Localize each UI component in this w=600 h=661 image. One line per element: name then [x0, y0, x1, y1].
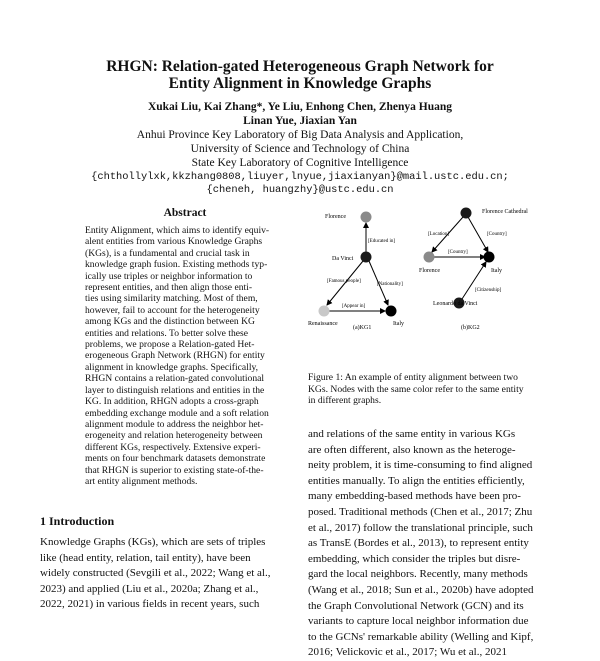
- kg2-label-cathedral: [482, 209, 528, 215]
- kg2-edge: [468, 217, 488, 252]
- kg2-edge-label: [Citizenship]: [475, 288, 502, 293]
- abstract-line: KG. In addition, RHGN adopts a cross-graph: [85, 396, 259, 408]
- right-column-body: [308, 427, 563, 661]
- title-line-2: Entity Alignment in Knowledge Graphs: [168, 75, 432, 92]
- kg2-node-italy: [484, 252, 495, 263]
- abstract-line: ties using similarity matching. Most of them,: [85, 293, 258, 305]
- abstract-line: ments on four benchmark datasets demonstrate: [85, 453, 266, 465]
- body-line: gard the local neighbors. Recently, many methods: [308, 568, 528, 581]
- body-line: neity problem, it is time-consuming to find aligned: [308, 459, 533, 472]
- kg1-node-renaissance: [319, 306, 330, 317]
- abstract-line: erogeneous Graph Network (RHGN) for entity: [85, 350, 265, 362]
- abstract-line: art entity alignment methods.: [85, 475, 198, 487]
- abstract-line: Entity Alignment, which aims to identify equiv-: [85, 225, 270, 236]
- body-line: and relations of the same entity in various KGs: [308, 428, 516, 440]
- body-line: the Graph Convolutional Network (GCN) and its: [308, 599, 524, 612]
- body-line: to the GCNs' remarkable ability (Welling and Kipf,: [308, 630, 534, 643]
- kg1-edge-label: [Famous people]: [327, 279, 361, 284]
- abstract-line: alignment in knowledge graphs. Specifically,: [85, 361, 259, 373]
- kg2-edge-label: [Country]: [487, 232, 507, 237]
- body-line: variants to capture local neighbor information due: [308, 615, 529, 628]
- abstract-line: (KGs), is a fundamental and crucial task in: [85, 247, 250, 259]
- abstract-line: ically use triples or neighbor information to: [85, 270, 253, 282]
- intro-line: 2023) and applied (Liu et al., 2020a; Zhang et al.,: [40, 582, 259, 595]
- body-line: many embedding-based methods have been pro-: [308, 490, 521, 503]
- authors-line-1: Xukai Liu, Kai Zhang*, Ye Liu, Enhong Chen, Zhenya Huang: [147, 101, 453, 113]
- abstract-line: however, fail to account for the heterogeneity: [85, 304, 260, 316]
- affiliation-3: State Key Laboratory of Cognitive Intelligence: [191, 157, 409, 169]
- affiliation-1: Anhui Province Key Laboratory of Big Data Analysis and Application,: [136, 129, 464, 141]
- abstract-body: [85, 225, 283, 487]
- kg1-label-italy: Italy: [393, 321, 404, 327]
- body-line: posed. Traditional methods (Chen et al., 2017; Zhu: [308, 505, 533, 518]
- paper-title: [0, 58, 600, 92]
- abstract-heading: Abstract: [163, 207, 207, 219]
- kg2-caption: (b)KG2: [461, 325, 480, 331]
- body-line: entities manually. To align the entities efficiently,: [308, 474, 525, 487]
- kg2-node-cathedral: [461, 208, 472, 219]
- kg1-node-florence: [361, 212, 372, 223]
- authors-line-2: Linan Yue, Jiaxian Yan: [243, 115, 357, 127]
- body-line: as TransE (Bordes et al., 2013), to represent entity: [308, 537, 529, 550]
- abstract-line: represent entities, and then align those enti-: [85, 282, 253, 294]
- email-line-2: {cheneh, huangzhy}@ustc.edu.cn: [206, 184, 394, 196]
- abstract-line: embedding exchange module and a soft relation: [85, 407, 269, 419]
- body-line: embedding, which consider the triples but disre-: [308, 552, 521, 565]
- intro-line: like (head entity, relation, tail entity), have been: [40, 551, 251, 564]
- abstract-line: different KGs, respectively. Extensive experi-: [85, 441, 261, 453]
- kg2-label-italy: Italy: [491, 268, 502, 274]
- kg2-node-florence: [424, 252, 435, 263]
- abstract-line: problems, we propose a Relation-gated Het-: [85, 339, 255, 351]
- body-line: are often different, also known as the heteroge-: [308, 443, 516, 456]
- figure-caption: [308, 372, 563, 407]
- abstract-line: entities and relations. To better solve these: [85, 327, 248, 339]
- kg2-label-florence: Florence: [419, 268, 440, 274]
- abstract-line: layer to distinguish relations and entities in the: [85, 384, 265, 396]
- kg1-node-italy: [386, 306, 397, 317]
- email-line-1: {chthollylxk,kkzhang0808,liuyer,lnyue,jiaxianyan}@mail.ustc.edu.cn;: [91, 171, 509, 183]
- kg1-caption: (a)KG1: [353, 325, 372, 331]
- section-heading: 1 Introduction: [40, 514, 115, 528]
- intro-line: 2022, 2021) in various fields in recent years, such: [40, 598, 260, 611]
- body-line: 2016; Velickovic et al., 2017; Wu et al., 2021: [308, 646, 507, 659]
- caption-line: Figure 1: An example of entity alignment between two: [308, 372, 518, 383]
- figure-1: [305, 205, 567, 335]
- caption-line: in different graphs.: [308, 395, 382, 407]
- kg2-edge-label: [Location]: [428, 232, 450, 237]
- kg1-label-davinci: Da Vinci: [332, 256, 354, 262]
- body-line: (Wang et al., 2018; Sun et al., 2020b) have adopted: [308, 583, 534, 596]
- kg1-edge-label: [Educated in]: [368, 239, 396, 244]
- kg2-label-leonardo: Leonardo da Vinci: [433, 301, 478, 307]
- caption-line: KGs. Nodes with the same color refer to the same entity: [308, 383, 524, 395]
- kg1-node-davinci: [361, 252, 372, 263]
- kg1-edge-label: [Nationality]: [377, 282, 403, 287]
- abstract-line: among KGs and the distinction between KG: [85, 316, 255, 328]
- body-line: et al., 2017) follow the translational principle, such: [308, 521, 533, 534]
- abstract-line: that RHGN is superior to existing state-of-the-: [85, 464, 264, 476]
- kg1-label-florence: Florence: [325, 214, 346, 220]
- abstract-line: knowledge graph fusion. Existing methods typ-: [85, 259, 268, 271]
- kg2-edge-label: [Country]: [448, 250, 468, 255]
- kg1-label-renaissance: Renaissance: [308, 321, 338, 327]
- title-line-1: RHGN: Relation-gated Heterogeneous Graph Network for: [106, 58, 494, 75]
- intro-line: widely constructed (Sevgili et al., 2022; Wang et al.,: [40, 567, 271, 580]
- abstract-line: alignment module to address the neighbor het-: [85, 418, 264, 430]
- intro-line: Knowledge Graphs (KGs), which are sets of triples: [40, 536, 266, 548]
- abstract-line: alent entities from various Knowledge Graphs: [85, 236, 263, 248]
- kg1-edge-label: [Appear in]: [342, 304, 366, 309]
- kg2-label-cathedral-text: Florence Cathedral: [482, 209, 528, 215]
- abstract-line: RHGN contains a relation-gated convolutional: [85, 373, 265, 385]
- kg2-edge: [462, 262, 486, 299]
- abstract-line: erogeneity and relation heterogeneity between: [85, 430, 263, 442]
- affiliation-2: University of Science and Technology of China: [190, 143, 410, 155]
- intro-body: [40, 535, 295, 613]
